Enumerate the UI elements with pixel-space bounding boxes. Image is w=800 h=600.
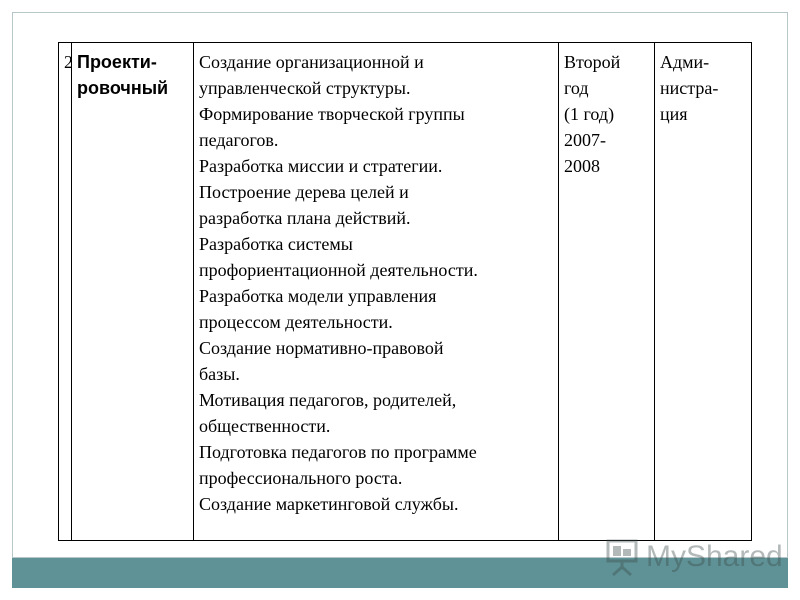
responsible-line: Адми- [660,52,710,72]
stage-line: ровочный [77,78,169,98]
table-row [59,43,752,541]
content-line: Подготовка педагогов по программе [199,442,477,462]
stage-line: Проекти- [77,52,157,72]
content-line: Создание организационной и [199,52,424,72]
content-line: Разработка миссии и стратегии. [199,156,443,176]
row-number-cell [59,43,72,541]
period-line: (1 год) [564,104,615,124]
watermark-text: MyShared [646,540,783,573]
content-line: Формирование творческой группы [199,104,465,124]
content-line: Построение дерева целей и [199,182,409,202]
period-cell [559,43,655,541]
content-line: общественности. [199,416,331,436]
presentation-board-icon [602,537,642,577]
period-line: 2007- [564,130,606,150]
content-line: профессионального роста. [199,468,403,488]
content-line: педагогов. [199,130,279,150]
watermark [602,536,783,578]
content-line: Мотивация педагогов, родителей, [199,390,457,410]
content-line: Разработка модели управления [199,286,437,306]
content-line: профориентационной деятельности. [199,260,478,280]
content-line: процессом деятельности. [199,312,393,332]
stage-cell [72,43,194,541]
responsible-line: ция [660,104,688,124]
content-line: разработка плана действий. [199,208,411,228]
responsible-cell [655,43,752,541]
content-line: базы. [199,364,240,384]
period-line: год [564,78,589,98]
period-line: 2008 [564,156,600,176]
plan-table [58,42,752,541]
content-cell [194,43,559,541]
period-line: Второй [564,52,621,72]
content-line: управленческой структуры. [199,78,411,98]
content-line: Создание маркетинговой службы. [199,494,459,514]
content-line: Разработка системы [199,234,353,254]
responsible-line: нистра- [660,78,719,98]
row-number: 2 [64,52,73,72]
content-line: Создание нормативно-правовой [199,338,444,358]
